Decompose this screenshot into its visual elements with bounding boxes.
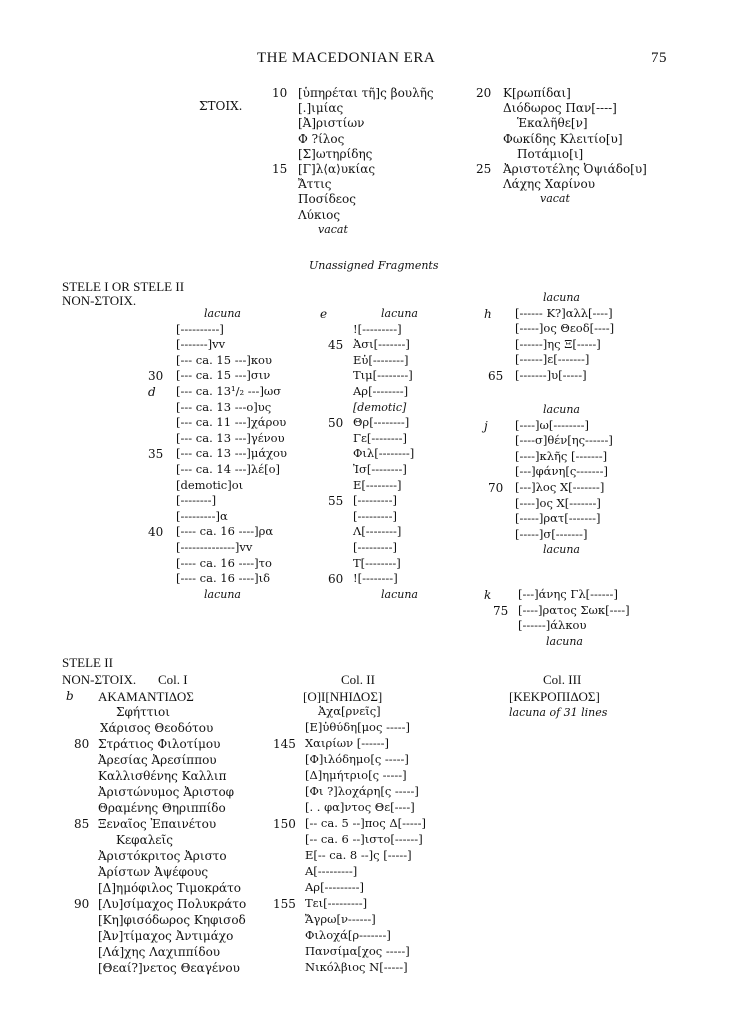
line-number: 20 [476, 86, 492, 100]
line-number: 35 [148, 447, 164, 462]
col-iii-label: Col. III [543, 672, 582, 687]
fragment-letter: h [484, 306, 492, 321]
name-line: Κεφαλεῖς [116, 833, 173, 847]
name-line: Χαιρίων [------] [305, 736, 390, 750]
line-number: 25 [476, 162, 492, 176]
line-number: 30 [148, 369, 164, 384]
inscription-line: Διόδωρος Παν[----] [503, 101, 617, 116]
lacuna-note: lacuna of 31 lines [509, 706, 608, 719]
inscription-line: [------]άλκου [518, 618, 587, 633]
line-number: 75 [493, 603, 509, 618]
inscription-line: [---- ca. 16 ----]ρα [176, 524, 274, 539]
page-number: 75 [651, 50, 667, 66]
inscription-line: [Γ]λ⟨α⟩υκίας [298, 162, 376, 176]
inscription-line: [--- ca. 15 ---]σιν [176, 368, 271, 383]
stele-label: STELE I OR STELE II [62, 279, 185, 294]
tribe-heading: [ΚΕΚΡΟΠΙΔΟΣ] [509, 689, 600, 704]
inscription-line: [---- ca. 16 ----]ιδ [176, 571, 271, 586]
lacuna-note: lacuna [543, 543, 580, 557]
inscription-line: Θρ[--------] [353, 415, 410, 430]
line-number: 145 [273, 737, 296, 751]
lacuna-note: lacuna [543, 291, 580, 304]
name-line: Θραμένης Θηριππίδο [98, 801, 226, 815]
name-line: Νικόλβιος Ν[-----] [305, 960, 408, 974]
name-line: Στράτιος Φιλοτίμου [98, 737, 221, 751]
name-line: [Φι ?]λοχάρη[ς -----] [305, 784, 419, 798]
inscription-line: Ποτάμιο[ι] [517, 146, 584, 161]
lacuna-note: lacuna [546, 634, 583, 648]
vacat-note: vacat [318, 222, 348, 236]
nonstoix-label: NON-ΣΤΟΙΧ. [62, 293, 137, 308]
inscription-line: Ἄττις [298, 177, 332, 192]
lacuna-note: lacuna [204, 587, 241, 601]
name-line: Αρ[---------] [305, 880, 365, 894]
section-heading: Unassigned Fragments [309, 259, 439, 272]
name-line: Ἄγρω[ν------] [305, 912, 376, 926]
inscription-line: Λ[--------] [353, 524, 402, 539]
line-number: 70 [488, 481, 504, 495]
tribe-heading: ΑΚΑΜΑΝΤΙΔΟΣ [98, 689, 194, 704]
inscription-line: [-----]σ[-------] [515, 526, 588, 541]
stoix-label: ΣΤΟΙΧ. [199, 99, 243, 113]
line-number: 50 [328, 416, 344, 431]
inscription-line: Ἑκαλῆθε[ν] [517, 116, 588, 131]
col-i-label: Col. I [158, 672, 188, 687]
inscription-line: [---]άνης Γλ[------] [518, 587, 618, 601]
tribe-heading: [Ο]Ι[ΝΗΙΔΟΣ] [303, 689, 383, 704]
inscription-line: [demotic]οι [176, 477, 244, 492]
inscription-line: Τιμ[--------] [353, 368, 413, 383]
inscription-line: [-------]vv [176, 337, 226, 352]
line-number: 80 [74, 737, 90, 751]
line-number: 45 [328, 338, 344, 353]
inscription-line: [------]ης Ξ[-----] [515, 336, 601, 351]
inscription-line: [------]ε[-------] [515, 352, 590, 367]
name-line: [Κη]φισόδωρος Κηφισοδ [98, 913, 246, 927]
line-number: 40 [148, 525, 164, 540]
name-line: [Λά]χης Λαχιππίδου [98, 945, 221, 959]
inscription-line: ![---------] [353, 321, 402, 336]
inscription-line: [--------] [176, 493, 217, 508]
inscription-line: [--------------]vv [176, 540, 253, 554]
fragment-letter: b [66, 689, 74, 703]
name-line: Ἀρίστων Ἀψέφους [98, 865, 209, 879]
lacuna-note: lacuna [381, 587, 418, 601]
inscription-line: [----]ω[--------] [515, 417, 589, 432]
inscription-line: Ἀσι[-------] [353, 337, 410, 352]
inscription-line: [--- ca. 13 ---ο]υς [176, 399, 272, 414]
inscription-line: Εὐ[--------] [353, 352, 409, 367]
lacuna-note: lacuna [543, 403, 580, 416]
lacuna-note: lacuna [381, 307, 418, 320]
fragment-letter: k [484, 588, 492, 602]
inscription-line: Ποσίδεος [298, 192, 356, 207]
inscription-line: Φωκίδης Κλειτίο[υ] [503, 131, 623, 146]
inscription-line: [--- ca. 13 ---]γένου [176, 430, 285, 445]
inscription-line: [--- ca. 13¹/₂ ---]ωσ [176, 384, 282, 398]
inscription-line: [--- ca. 15 ---]κου [176, 352, 272, 367]
name-line: Πανσίμα[χος -----] [305, 944, 410, 958]
name-line: [Ἀν]τίμαχος Ἀντιμάχο [98, 929, 234, 943]
inscription-line: Λάχης Χαρίνου [503, 177, 595, 192]
name-line: Ε[-- ca. 8 --]ς [-----] [305, 848, 412, 862]
line-number: 15 [272, 162, 288, 176]
inscription-line: [-----]ος Θεοδ[----] [515, 321, 615, 336]
name-line: [Φ]ιλόδημο[ς -----] [305, 752, 409, 766]
inscription-line: Κ[ρωπίδαι] [503, 86, 571, 100]
inscription-line: Αρ[--------] [353, 384, 409, 398]
inscription-line: Λύκιος [298, 207, 341, 222]
inscription-line: [---]λος Χ[-------] [515, 480, 605, 494]
inscription-line: [ὑπηρέται τῆ]ς βουλῆς [298, 86, 434, 100]
name-line: Ἀριστώνυμος Ἀριστοφ [98, 785, 235, 799]
vacat-note: vacat [540, 192, 570, 206]
page-title: THE MACEDONIAN ERA [257, 50, 436, 66]
inscription-line: Ἀριστοτέλης Ὀψιάδο[υ] [503, 162, 647, 176]
inscription-line: [---------] [353, 508, 397, 523]
name-line: [Ε]ὐθύδη[μος -----] [305, 720, 410, 734]
inscription-line: [---------]α [176, 508, 228, 523]
fragment-letter: j [484, 418, 488, 433]
name-line: Ξεναῖος Ἐπαινέτου [98, 817, 217, 831]
inscription-line: [----]κλῆς [-------] [515, 448, 608, 463]
inscription-line: [----σ]θέν[ης------] [515, 433, 613, 448]
lacuna-note: lacuna [204, 307, 241, 320]
name-line: [Δ]ημόφιλος Τιμοκράτο [98, 881, 241, 895]
stele-ii-label: STELE II [62, 655, 113, 670]
inscription-line: [demotic] [353, 400, 407, 414]
name-line: Χάρισος Θεοδότου [100, 721, 214, 735]
name-line: [Λυ]σίμαχος Πολυκράτο [98, 897, 247, 911]
line-number: 10 [272, 86, 288, 100]
inscription-line: [-------]υ[-----] [515, 368, 587, 382]
inscription-line: Ἰσ[--------] [353, 462, 407, 476]
inscription-line: [---]φάνη[ς-------] [515, 464, 608, 479]
inscription-line: [----]ος Χ[-------] [515, 495, 601, 510]
inscription-line: [---------] [353, 493, 397, 508]
inscription-line: [------ Κ?]αλλ[----] [515, 305, 613, 320]
fragment-letter: e [320, 307, 328, 321]
line-number: 55 [328, 494, 344, 509]
line-number: 85 [74, 817, 90, 831]
inscription-line: [---- ca. 16 ----]το [176, 555, 272, 570]
name-line: Φιλοχά[ρ-------] [305, 928, 391, 942]
col-ii-label: Col. II [341, 672, 375, 687]
inscription-line: [Σ]ωτηρίδης [298, 146, 373, 161]
inscription-line: Ε[--------] [353, 477, 402, 492]
name-line: [Θεαί?]νετος Θεαγένου [98, 961, 240, 975]
name-line: Ἀρεσίας Ἀρεσίππου [98, 753, 217, 767]
inscription-line: Γε[--------] [353, 430, 407, 445]
inscription-line: [--- ca. 14 ---]λέ[ο] [176, 462, 280, 476]
line-number: 60 [328, 572, 344, 587]
fragment-letter: d [148, 385, 156, 399]
name-line: Τει[---------] [305, 896, 368, 910]
stele-ii-nonstoix-label: NON-ΣΤΟΙΧ. [62, 672, 137, 687]
inscription-line: [.]ιμίας [298, 101, 344, 116]
name-line: [. . φα]ντος Θε[----] [305, 800, 415, 814]
inscription-line: [-----]ρατ[-------] [515, 511, 601, 526]
inscription-line: [--- ca. 13 ---]μάχου [176, 446, 287, 461]
name-line: Ἀριστόκριτος Ἀριστο [98, 849, 227, 863]
inscription-line: ![--------] [353, 571, 398, 586]
inscription-line: Τ[--------] [353, 555, 401, 570]
line-number: 65 [488, 369, 504, 383]
inscription-line: Φιλ[--------] [353, 446, 415, 461]
name-line: Ἀχα[ρνεῖς] [318, 704, 381, 718]
inscription-line: [----]ρατος Σωκ[----] [518, 602, 630, 617]
inscription-line: [--- ca. 11 ---]χάρου [176, 415, 287, 430]
inscription-line: [----------] [176, 321, 224, 336]
name-line: [-- ca. 6 --]ιστο[------] [305, 832, 423, 846]
name-line: Σφήττιοι [116, 705, 170, 719]
line-number: 150 [273, 817, 296, 831]
line-number: 90 [74, 897, 90, 911]
inscription-line: [---------] [353, 540, 397, 554]
name-line: Α[---------] [305, 864, 358, 878]
name-line: [Δ]ημήτριο[ς -----] [305, 768, 407, 782]
name-line: [-- ca. 5 --]πος Δ[-----] [305, 816, 427, 830]
line-number: 155 [273, 897, 296, 911]
name-line: Καλλισθένης Καλλιπ [98, 769, 227, 783]
inscription-line: Φ ?ίλος [298, 131, 345, 146]
inscription-line: [Ἀ]ριστίων [298, 116, 365, 131]
